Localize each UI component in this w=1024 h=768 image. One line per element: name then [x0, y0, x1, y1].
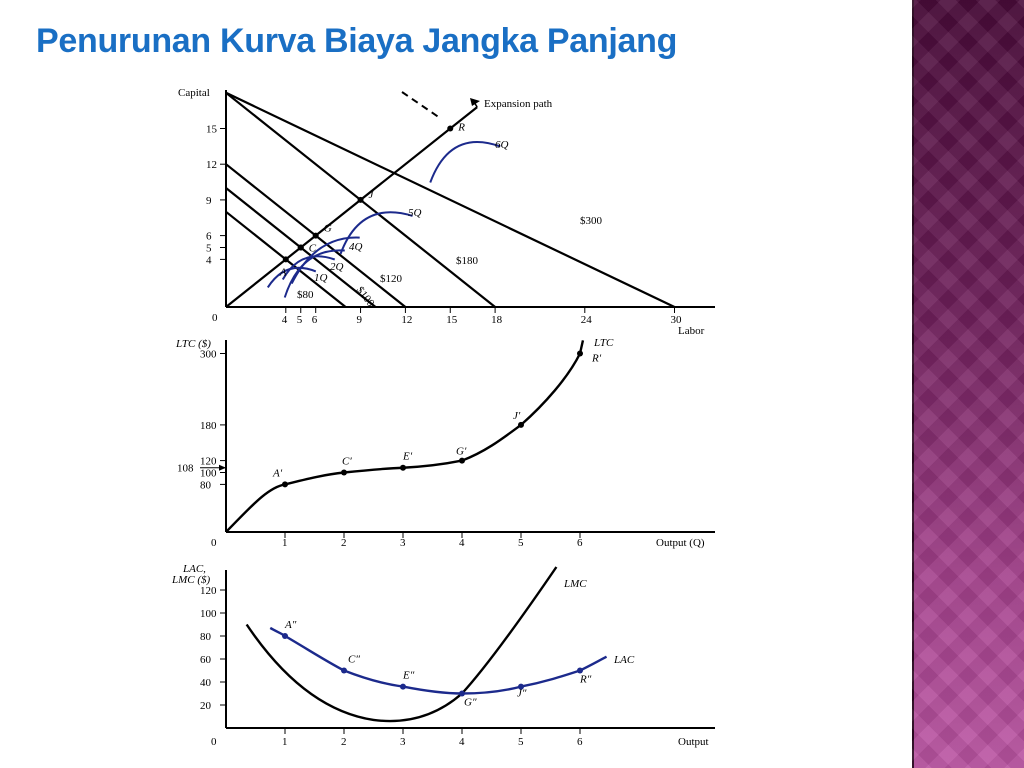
capital-tick-label: 5 [206, 242, 212, 255]
output-tick-label: 4 [459, 736, 465, 748]
ltc-tick-label: 80 [200, 479, 211, 492]
labor-tick-label: 6 [311, 314, 318, 326]
lac-series-line [270, 628, 606, 694]
ltc-108-arrowhead [219, 465, 226, 471]
lac-point-label: G″ [464, 696, 477, 709]
capital-tick-label: 9 [206, 194, 212, 207]
ltc-tick-label: 120 [200, 455, 217, 468]
lac-lmc-axis-label-1: LAC, [183, 563, 206, 575]
ltc-point-label: C′ [342, 455, 352, 468]
isocost-line [226, 93, 675, 310]
capital-axis-label: Capital [178, 87, 210, 99]
isocost-label: $100 [353, 284, 377, 310]
tangency-point [298, 245, 304, 251]
ltc-tick-label: 180 [200, 419, 217, 432]
tangency-label: G [323, 222, 332, 235]
lac-lmc-tick-label: 100 [200, 608, 217, 620]
isoquant-6q-curve [430, 142, 500, 183]
output-tick-label: 0 [211, 736, 217, 748]
labor-tick-label: 12 [401, 314, 413, 326]
output-tick-label: 3 [400, 537, 406, 549]
expansion-path-line [226, 107, 477, 310]
isocost-label: $300 [580, 215, 602, 227]
ltc-axis-label: LTC ($) [176, 338, 211, 350]
capital-tick-label: 6 [206, 230, 212, 243]
origin-label: 0 [212, 312, 218, 324]
output-tick-label: 6 [577, 537, 583, 549]
labor-tick-label: 5 [296, 314, 303, 326]
ltc-108-label: 108 [177, 462, 194, 475]
tangency-label: A [279, 266, 287, 279]
lac-lmc-tick-label: 40 [200, 677, 211, 689]
isocost-label: $180 [456, 255, 478, 267]
labor-tick-label: 24 [580, 314, 592, 326]
ltc-series-line [226, 340, 583, 532]
isoquant-label: 5Q [408, 207, 422, 219]
ltc-tick-label: 300 [200, 348, 217, 361]
lac-lmc-axis-label-2: LMC ($) [172, 574, 211, 586]
ltc-point [400, 465, 406, 471]
output-tick-label: 2 [341, 736, 347, 748]
ltc-point [518, 422, 524, 428]
ltc-series-label: LTC [594, 337, 614, 349]
lac-lmc-tick-label: 20 [200, 700, 211, 712]
isoquant-label: 4Q [349, 241, 363, 253]
tangency-point [313, 233, 319, 239]
output-tick-label: 6 [577, 736, 583, 748]
output-axis-label: Output (Q) [656, 537, 705, 549]
output-tick-label: 5 [518, 537, 524, 549]
capital-tick-label: 4 [206, 254, 212, 267]
ltc-tick-label: 100 [200, 467, 217, 480]
tangency-label: J [368, 188, 374, 201]
output-tick-label: 1 [282, 537, 288, 549]
ltc-point-label: A′ [273, 467, 283, 480]
isocost-label: $80 [297, 289, 314, 301]
tangency-label: C [308, 242, 317, 255]
tangency-point [358, 197, 364, 203]
lac-series-label: LAC [614, 654, 635, 666]
capital-tick-label: 15 [206, 123, 217, 136]
ltc-point [459, 458, 465, 464]
output-tick-label: 5 [518, 736, 524, 748]
output-tick-label: 3 [400, 736, 406, 748]
tangency-point [283, 256, 289, 262]
isoquant-label: 2Q [330, 261, 344, 273]
lac-point [341, 668, 347, 674]
ltc-point-label: J′ [513, 409, 521, 422]
output-tick-label: 2 [341, 537, 347, 549]
tangency-label: R [458, 121, 465, 134]
isoquant-label: 6Q [495, 139, 509, 151]
output-tick-label: 4 [459, 537, 465, 549]
isocost-label: $120 [380, 273, 402, 285]
labor-tick-label: 18 [491, 314, 503, 326]
decorative-side-panel [912, 0, 1024, 768]
labor-axis-label: Labor [678, 325, 705, 337]
slide-title: Penurunan Kurva Biaya Jangka Panjang [36, 22, 678, 60]
expansion-path-label: Expansion path [484, 98, 553, 110]
lac-point-label: A″ [285, 619, 297, 631]
lac-point-label: R″ [580, 673, 592, 686]
ltc-point-label: G′ [456, 445, 467, 458]
lac-lmc-tick-label: 120 [200, 585, 217, 597]
capital-tick-label: 12 [206, 159, 217, 172]
isocost-extension-dashed [402, 92, 440, 118]
lac-point-label: E″ [403, 669, 415, 682]
tangency-point [447, 126, 453, 132]
lac-point [282, 633, 288, 639]
labor-tick-label: 30 [670, 314, 682, 326]
lac-lmc-tick-label: 60 [200, 654, 211, 666]
lac-point-label: J″ [517, 687, 527, 700]
lmc-series-line [247, 567, 557, 721]
labor-tick-label: 4 [281, 314, 288, 326]
lmc-series-label: LMC [564, 578, 587, 590]
ltc-point-label: E′ [403, 450, 413, 463]
labor-tick-label: 15 [446, 314, 458, 326]
lac-point [400, 684, 406, 690]
ltc-point [577, 351, 583, 357]
output-axis-label-bottom: Output [678, 736, 709, 748]
labor-tick-label: 9 [356, 314, 363, 326]
ltc-point-label: R′ [592, 352, 602, 365]
lac-point-label: C″ [348, 653, 360, 666]
output-tick-label: 1 [282, 736, 288, 748]
lac-lmc-tick-label: 80 [200, 631, 211, 643]
output-tick-label: 0 [211, 537, 217, 549]
isoquant-label: 1Q [314, 272, 328, 284]
ltc-point [282, 481, 288, 487]
ltc-point [341, 470, 347, 476]
